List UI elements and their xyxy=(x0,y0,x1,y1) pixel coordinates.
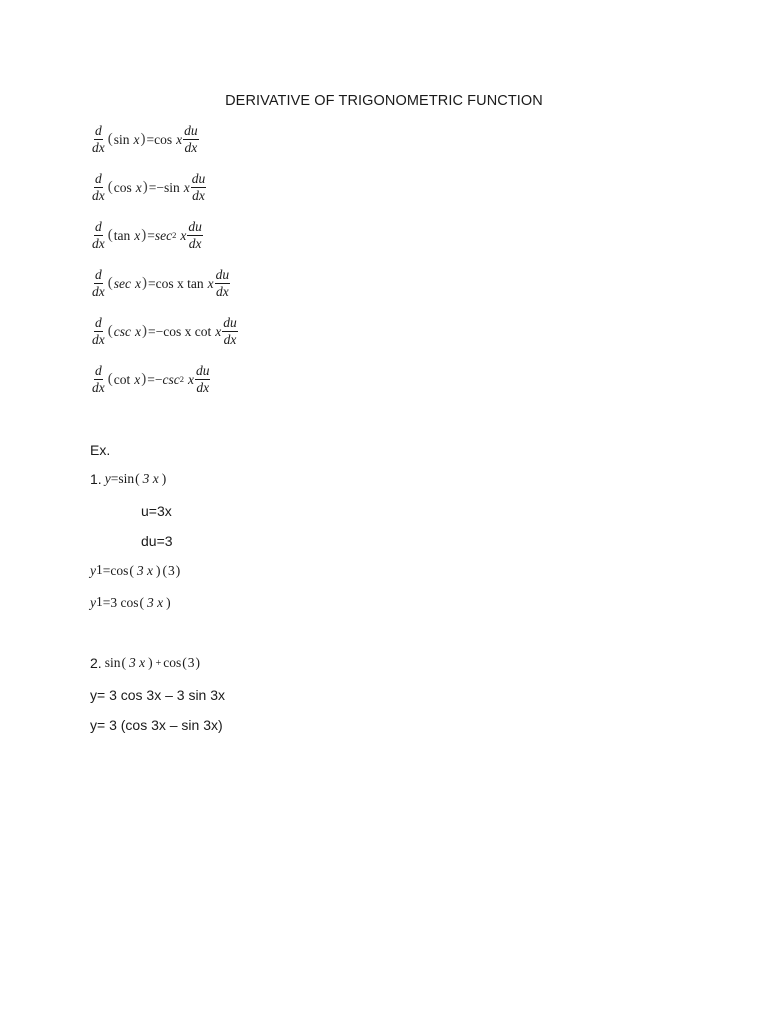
du-dx-fraction: $\frac{du}{dx}$ xyxy=(195,363,210,396)
derivative-rule-cos: $\frac{d}{dx}$ ( cos x ) =− sin x $\frac{du}{dx}$ xyxy=(92,171,206,204)
example-1-du: du=3 xyxy=(141,533,173,549)
example-2-line-1: y= 3 cos 3x – 3 sin 3x xyxy=(90,687,226,703)
du-dx-fraction: $\frac{du}{dx}$ xyxy=(215,267,230,300)
derivative-rule-cot: $\frac{d}{dx}$ ( cot x ) =− csc $^2$ x $\frac{du}{dx}$ xyxy=(92,363,210,396)
equals-sign: =− xyxy=(148,179,164,195)
example-2-label: 2. xyxy=(90,655,102,671)
d-dx-fraction: $\frac{d}{dx}$ xyxy=(92,267,105,300)
function-name: tan xyxy=(113,227,131,243)
d-dx-fraction: $\frac{d}{dx}$ xyxy=(92,315,105,348)
rhs-function: sec xyxy=(154,227,173,243)
d-dx-fraction: $\frac{d}{dx}$ xyxy=(92,123,105,156)
rhs-function: csc xyxy=(162,371,180,387)
d-dx-fraction: $\frac{d}{dx}$ xyxy=(92,363,105,396)
d-dx-fraction: $\frac{d}{dx}$ xyxy=(92,219,105,252)
rhs-function: cos x cot xyxy=(163,323,212,339)
equals-sign: = xyxy=(148,275,156,291)
example-1-step-2: y $^1$ =3 cos ( 3 x ) xyxy=(90,594,171,610)
function-name: cot xyxy=(113,371,131,387)
function-name: cos xyxy=(113,179,132,195)
function-name: csc xyxy=(113,323,131,339)
derivative-rule-sec: $\frac{d}{dx}$ ( sec x ) = cos x tan x $\frac{du}{dx}$ xyxy=(92,267,230,300)
example-1-label: 1. xyxy=(90,471,102,487)
equals-sign: = xyxy=(146,131,155,147)
d-dx-fraction: $\frac{d}{dx}$ xyxy=(92,171,105,204)
example-1-u-substitution: u=3x xyxy=(141,503,172,519)
function-name: sec xyxy=(113,275,131,291)
du-dx-fraction: $\frac{du}{dx}$ xyxy=(184,123,198,156)
equals-sign: = xyxy=(147,227,155,243)
derivative-rule-tan: $\frac{d}{dx}$ ( tan x ) = sec $^2$ x $\frac{du}{dx}$ xyxy=(92,219,202,252)
du-dx-fraction: $\frac{du}{dx}$ xyxy=(188,219,202,252)
derivative-rule-sin: $\frac{d}{dx}$ ( sin x ) = cos x $\frac{du}{dx}$ xyxy=(92,123,198,156)
rhs-function: sin xyxy=(163,179,180,195)
equals-sign: =− xyxy=(147,371,163,387)
equals-sign: =− xyxy=(148,323,164,339)
example-2-problem: 2. sin ( 3 x ) + cos ( 3 ) xyxy=(90,655,200,671)
example-1-step-1: y $^1$ =cos ( 3 x ) ( 3 ) xyxy=(90,562,181,578)
example-2-line-2: y= 3 (cos 3x – sin 3x) xyxy=(90,717,223,733)
page-title: DERIVATIVE OF TRIGONOMETRIC FUNCTION xyxy=(225,93,543,109)
du-dx-fraction: $\frac{du}{dx}$ xyxy=(191,171,206,204)
example-heading: Ex. xyxy=(90,442,111,458)
rhs-function: cos x tan xyxy=(155,275,204,291)
du-dx-fraction: $\frac{du}{dx}$ xyxy=(223,315,237,348)
rhs-function: cos xyxy=(154,131,173,147)
derivative-rule-csc: $\frac{d}{dx}$ ( csc x ) =− cos x cot x $\frac{du}{dx}$ xyxy=(92,315,237,348)
example-1-problem: 1. y = sin ( 3 x ) xyxy=(90,471,167,487)
function-name: sin xyxy=(113,131,130,147)
